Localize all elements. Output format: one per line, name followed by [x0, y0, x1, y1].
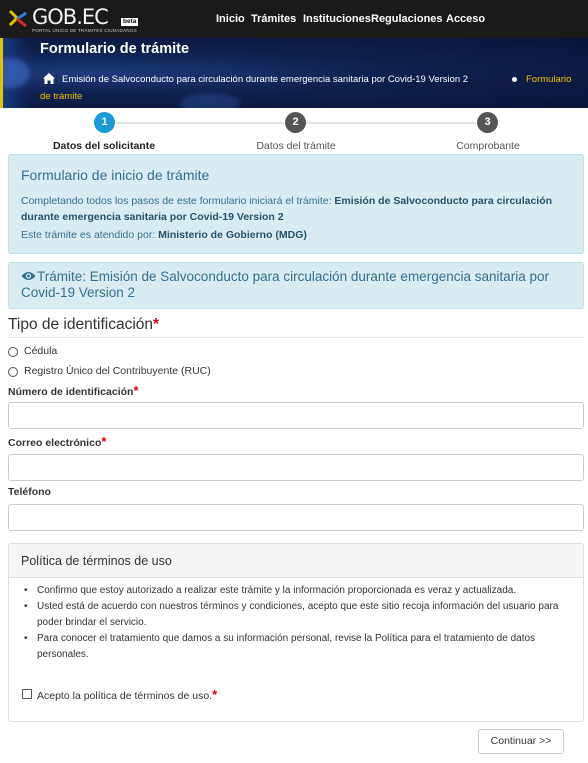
- nav-instituciones[interactable]: Instituciones: [303, 13, 371, 25]
- step-2-indicator: 2: [285, 112, 306, 133]
- radio-ruc[interactable]: [8, 367, 18, 377]
- step-connector: [306, 122, 476, 124]
- required-mark: *: [153, 316, 160, 333]
- required-mark: *: [133, 383, 139, 398]
- step-1-indicator: 1: [94, 112, 115, 133]
- divider: [8, 337, 584, 338]
- radio-ruc-label[interactable]: Registro Único del Contribuyente (RUC): [24, 365, 211, 377]
- terms-item: • Confirmo que estoy autorizado a realizar este trámite y la información proporcionada es veraz y actualizada.: [21, 583, 571, 599]
- page-banner: [0, 38, 588, 108]
- tramite-name: Emisión de Salvoconducto para circulación durante emergencia sanitaria por Covid-19 Version 2: [21, 195, 553, 223]
- institution-prefix: Este trámite es atendido por:: [21, 229, 159, 241]
- terms-item: • Usted está de acuerdo con nuestros términos y condiciones, acepto que este sitio recoja información del usuario para poder brindar el servicio.: [21, 599, 571, 631]
- breadcrumb-tramite-link[interactable]: Emisión de Salvoconducto para circulación durante emergencia sanitaria por Covid-19 Version 2: [62, 74, 469, 85]
- logo-text: GOB.EC: [32, 5, 108, 29]
- banner-accent-bar: [0, 38, 3, 108]
- id-number-input[interactable]: [8, 402, 584, 429]
- institution-text: [21, 229, 307, 241]
- accept-terms-label[interactable]: [37, 687, 217, 702]
- form-intro-heading: Formulario de inicio de trámite: [21, 167, 210, 183]
- accept-terms-label-text[interactable]: Acepto la política de términos de uso.: [37, 690, 213, 702]
- id-type-title-text: Tipo de identificación: [8, 316, 154, 333]
- email-field[interactable]: [8, 454, 584, 481]
- logo-mark-icon: [8, 9, 30, 29]
- email-label: [8, 434, 106, 449]
- page-title: Formulario de trámite: [40, 41, 190, 57]
- phone-field[interactable]: [8, 504, 584, 531]
- step-3-label: Comprobante: [456, 140, 520, 152]
- phone-label: Teléfono: [8, 486, 51, 498]
- institution-name: Ministerio de Gobierno (MDG): [158, 229, 307, 241]
- nav-tramites[interactable]: Trámites: [251, 13, 297, 25]
- continue-button[interactable]: Continuar >>: [478, 729, 564, 754]
- step-2-label: Datos del trámite: [256, 140, 336, 152]
- required-mark: *: [212, 687, 218, 702]
- breadcrumb-current: de trámite: [40, 91, 83, 102]
- terms-list: [21, 583, 571, 663]
- id-number-label-text: Número de identificación: [8, 386, 134, 398]
- breadcrumb-current: Formulario: [526, 74, 572, 85]
- email-label-text: Correo electrónico: [8, 437, 102, 449]
- top-navbar: [0, 0, 588, 38]
- radio-cedula-label[interactable]: Cédula: [24, 345, 58, 357]
- terms-title: Política de términos de uso: [21, 554, 172, 568]
- nav-inicio[interactable]: Inicio: [216, 13, 245, 25]
- id-type-title: [8, 316, 159, 334]
- beta-badge: beta: [123, 18, 137, 25]
- gob-ec-logo[interactable]: [8, 5, 136, 35]
- accept-terms-checkbox[interactable]: [22, 689, 32, 699]
- step-1-label: Datos del solicitante: [52, 140, 156, 152]
- step-3-indicator: 3: [477, 112, 498, 133]
- eye-icon: [21, 271, 36, 281]
- nav-regulaciones[interactable]: Regulaciones: [371, 13, 443, 25]
- id-number-label: [8, 383, 139, 398]
- tramite-alert: [8, 262, 584, 309]
- logo-subtitle: PORTAL ÚNICO DE TRÁMITES CIUDADANOS: [32, 28, 137, 33]
- home-icon[interactable]: [43, 73, 55, 84]
- tramite-title-text: Trámite: Emisión de Salvoconducto para circulación durante emergencia sanitaria por Covid-19 Version 2: [21, 269, 550, 300]
- terms-panel-header: [9, 544, 583, 578]
- tramite-title: [21, 269, 581, 301]
- terms-panel: [8, 543, 584, 722]
- nav-acceso[interactable]: Acceso: [446, 13, 486, 25]
- form-intro-alert: [8, 154, 584, 254]
- banner-glow: [180, 93, 240, 108]
- breadcrumb-separator: [512, 77, 517, 82]
- step-connector: [116, 122, 284, 124]
- terms-item: • Para conocer el tratamiento que damos a su información personal, revise la Política para el tratamiento de datos personales.: [21, 631, 571, 663]
- form-intro-text: [21, 193, 566, 225]
- required-mark: *: [101, 434, 107, 449]
- radio-cedula[interactable]: [8, 347, 18, 357]
- intro-text-prefix: Completando todos los pasos de este formulario iniciará el trámite:: [21, 195, 335, 207]
